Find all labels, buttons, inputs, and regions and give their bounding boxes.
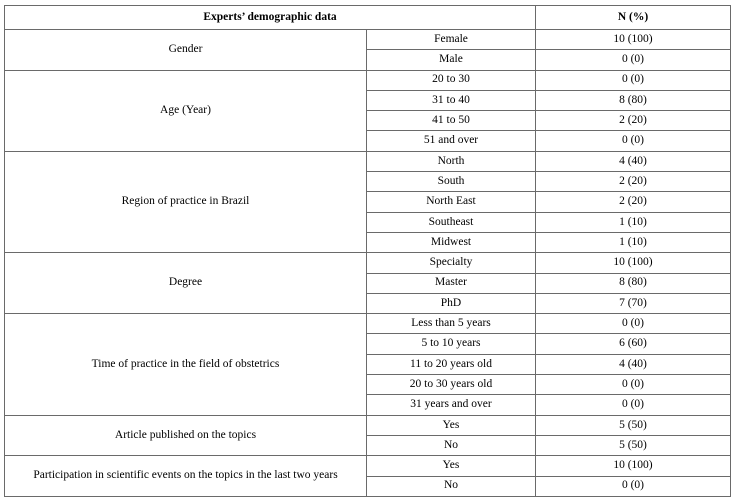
option-cell: 31 years and over [367,395,536,415]
table-row [5,253,731,273]
option-cell: 5 to 10 years [367,334,536,354]
option-cell: Yes [367,415,536,435]
value-cell: 1 (10) [536,232,731,252]
table-body [5,30,731,497]
value-cell: 8 (80) [536,273,731,293]
header-n-percent: N (%) [536,6,731,30]
option-cell: Less than 5 years [367,314,536,334]
value-cell: 1 (10) [536,212,731,232]
header-demographic-data: Experts’ demographic data [5,6,536,30]
value-cell: 0 (0) [536,50,731,70]
value-cell: 7 (70) [536,293,731,313]
option-cell: North [367,151,536,171]
option-cell: No [367,435,536,455]
option-cell: Master [367,273,536,293]
table-row [5,314,731,334]
option-cell: Male [367,50,536,70]
category-label: Degree [5,253,367,314]
table-row [5,151,731,171]
value-cell: 0 (0) [536,131,731,151]
category-label: Participation in scientific events on the topics in the last two years [5,456,367,497]
option-cell: 20 to 30 years old [367,375,536,395]
demographic-table [4,5,731,497]
category-label: Region of practice in Brazil [5,151,367,252]
option-cell: 20 to 30 [367,70,536,90]
value-cell: 2 (20) [536,111,731,131]
value-cell: 0 (0) [536,395,731,415]
category-label: Gender [5,30,367,71]
table-row [5,456,731,476]
option-cell: 51 and over [367,131,536,151]
option-cell: Midwest [367,232,536,252]
value-cell: 2 (20) [536,192,731,212]
value-cell: 0 (0) [536,70,731,90]
value-cell: 0 (0) [536,375,731,395]
option-cell: Southeast [367,212,536,232]
table-row [5,30,731,50]
value-cell: 4 (40) [536,354,731,374]
option-cell: North East [367,192,536,212]
value-cell: 10 (100) [536,30,731,50]
value-cell: 10 (100) [536,456,731,476]
value-cell: 5 (50) [536,415,731,435]
option-cell: 11 to 20 years old [367,354,536,374]
option-cell: 31 to 40 [367,90,536,110]
option-cell: Specialty [367,253,536,273]
option-cell: PhD [367,293,536,313]
option-cell: Yes [367,456,536,476]
value-cell: 6 (60) [536,334,731,354]
value-cell: 5 (50) [536,435,731,455]
value-cell: 0 (0) [536,476,731,496]
value-cell: 10 (100) [536,253,731,273]
category-label: Time of practice in the field of obstetrics [5,314,367,415]
table-header-row [5,6,731,30]
category-label: Article published on the topics [5,415,367,456]
table-row [5,70,731,90]
category-label: Age (Year) [5,70,367,151]
value-cell: 8 (80) [536,90,731,110]
option-cell: 41 to 50 [367,111,536,131]
value-cell: 2 (20) [536,172,731,192]
option-cell: South [367,172,536,192]
option-cell: No [367,476,536,496]
value-cell: 0 (0) [536,314,731,334]
value-cell: 4 (40) [536,151,731,171]
option-cell: Female [367,30,536,50]
table-row [5,415,731,435]
